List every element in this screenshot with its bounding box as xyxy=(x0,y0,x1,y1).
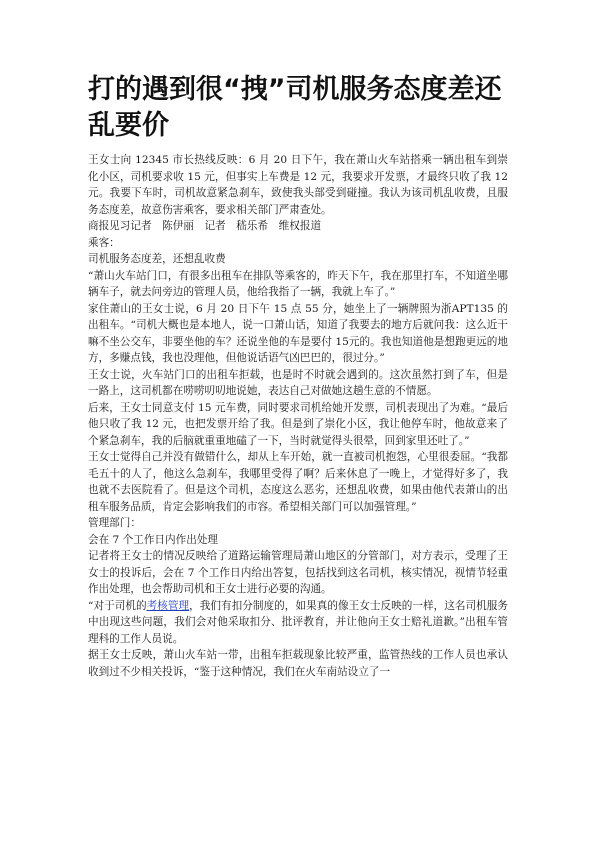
paragraph-complaint: 王女士向 12345 市长热线反映：6 月 20 日下午，我在萧山火车站搭乘一辆出租车到崇化小区，司机要求收 15 元，但事实上车费是 12 元，我要求开发票，才最终只收了我 12 元。我要下车时，司机故意紧急刹车，致使我头部受到碰撞。我认为该司机乱收费，且服务态度差，故意伤害乘客，要求相关部门严肃查处。 xyxy=(88,154,508,216)
paragraph-part-after-link: ，我们有扣分制度的，如果真的像王女士反映的一样，这名司机服务中出现这些问题，我们会对他采取扣分、批评教育，并让他向王女士赔礼道歉。”出租车管理科的工作人员说。 xyxy=(88,599,509,645)
paragraph: 记者将王女士的情况反映给了道路运输管理局萧山地区的分管部门，对方表示，受理了王女士的投诉后，会在 7 个工作日内给出答复，包括找到这名司机，核实情况，视情节轻重作出处理，也会帮助司机和王女士进行必要的沟通。 xyxy=(88,550,508,595)
paragraph-byline: 商报见习记者 陈伊丽 记者 嵇乐希 维权报道 xyxy=(88,220,322,232)
paragraph-with-link xyxy=(88,598,508,648)
subheading-management: 会在 7 个工作日内作出处理 xyxy=(88,533,219,546)
paragraph: 王女士说，火车站门口的出租车拒载，也是时不时就会遇到的。这次虽然打到了车，但是一路上，这司机都在唠唠叨叨地说她，表达自己对做她这趟生意的不情愿。 xyxy=(88,368,508,397)
paragraph-part-before-link: “对于司机的 xyxy=(88,599,147,612)
subheading-passenger: 司机服务态度差，还想乱收费 xyxy=(88,253,226,265)
paragraph: 后来，王女士同意支付 15 元车费，同时要求司机给她开发票，司机表现出了为难。“最后他只收了我 12 元，也把发票开给了我。但是到了崇化小区，我让他停车时，他故意来了个紧急刹车，我的后脑就重重地磕了一下，当时就觉得头很晕，回到家里还吐了。” xyxy=(88,401,508,447)
paragraph: 家住萧山的王女士说，6 月 20 日下午 15 点 55 分，她坐上了一辆牌照为浙APT135 的出租车。“司机大概也是本地人，说一口萧山话，知道了我要去的地方后就问我：这么近干嘛不坐公交车，非要坐他的车？还说坐他的车是要付 15元的。我也知道他是想跑更远的地方，多赚点钱，我也没理他，但他说话语气凶巴巴的，很过分。” xyxy=(88,302,508,364)
paragraph: “萧山火车站门口，有很多出租车在排队等乘客的，昨天下午，我在那里打车，不知道坐哪辆车子，就去问旁边的管理人员，他给我指了一辆，我就上车了。” xyxy=(88,269,508,298)
paragraph: 王女士觉得自己并没有做错什么，却从上车开始，就一直被司机抱怨，心里很委屈。“我都毛五十的人了，他这么急刹车，我哪里受得了啊？后来休息了一晚上，才觉得好多了，我也就不去医院看了。但是这个司机，态度这么恶劣，还想乱收费，如果由他代表萧山的出租车服务品质，肯定会影响我们的市容。希望相关部门可以加强管理。” xyxy=(88,451,508,513)
paragraph: 据王女士反映，萧山火车站一带，出租车拒载现象比较严重，监管热线的工作人员也承认收到过不少相关投诉，“鉴于这种情况，我们在火车南站设立了一 xyxy=(88,649,508,678)
section-heading-passenger: 乘客： xyxy=(88,236,120,249)
article-body xyxy=(88,152,508,680)
article-title: 打的遇到很“拽”司机服务态度差还乱要价 xyxy=(88,74,502,141)
section-heading-management: 管理部门： xyxy=(88,517,141,529)
assessment-management-link[interactable]: 考核管理 xyxy=(146,599,190,612)
